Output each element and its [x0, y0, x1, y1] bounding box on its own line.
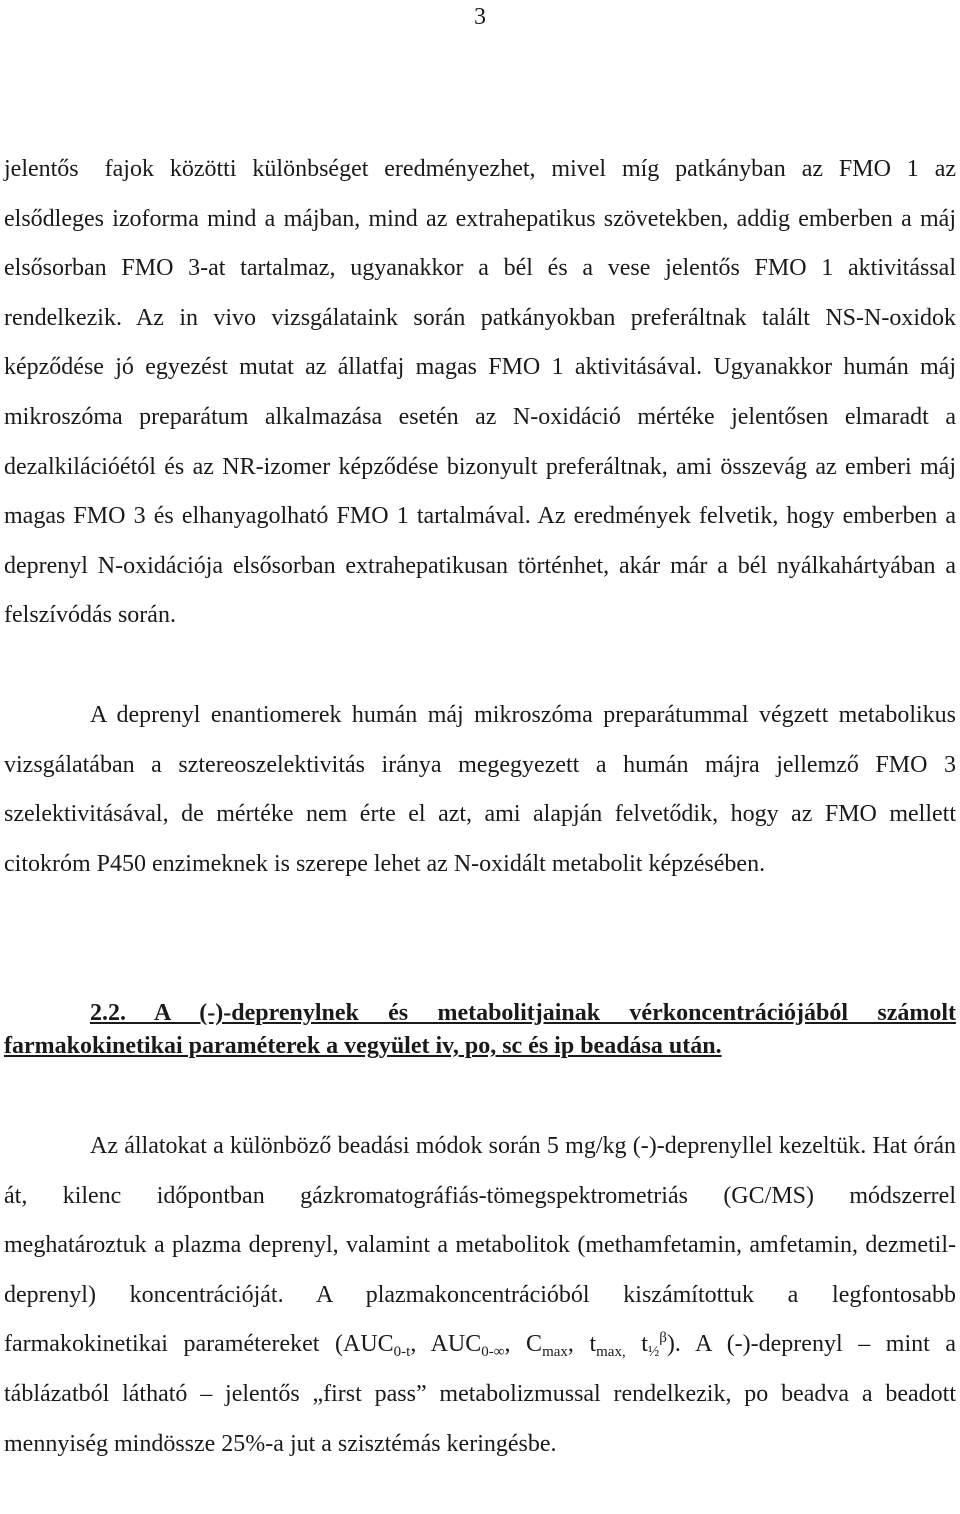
paragraph-3: Az állatokat a különböző beadási módok során 5 mg/kg (-)-deprenyllel kezeltük. Hat órán át, kilenc időpontban gázkromatográfiás-tömegspektrometriás (GC/MS) módszerrel meghatároztuk a plazma deprenyl, valamint a metabolitok (methamfetamin, amfetamin, dezmetil-deprenyl) koncentrációját. A plazmakoncentrációból kiszámítottuk a legfontosabb farmakokinetikai paramétereket ($AUC_{0-t}$, $AUC_{0-\infty}$, $C_{max}$, $t_{max,}$ $t_{\frac{1}{2}}^\beta$). A (-)-deprenyl – mint a táblázatból látható – jelentős „first pass” metabolizmussal rendelkezik, po beadva a beadott mennyiség mindössze 25%-a jut a szisztémás keringésbe. [4, 1133, 957, 1457]
paragraph-1-text: fajok közötti különbséget eredményezhet, mivel míg patkányban az FMO 1 az elsődleges izoforma mind a májban, mind az extrahepatikus szövetekben, addig emberben a máj elsősorban FMO 3-at tartalmaz, ugyanakkor a bél és a vese jelentős FMO 1 aktivitással rendelkezik. Az in vivo vizsgálataink során patkányokban preferáltnak talált NS-N-oxidok képződése jó egyezést mutat az állatfaj magas FMO 1 aktivitásával. Ugyanakkor humán máj mikroszóma preparátum alkalmazása esetén az N-oxidáció mértéke jelentősen elmaradt a dezalkilációétól és az NR-izomer képződése bizonyult preferáltnak, ami összevág az emberi máj magas FMO 3 és elhanyagolható FMO 1 tartalmával. Az eredmények felvetik, hogy emberben a deprenyl N-oxidációja elsősorban extrahepatikusan történhet, akár már a bél nyálkahártyában a felszívódás során. [4, 156, 956, 629]
paragraph-1 [4, 145, 956, 641]
beta-superscript: β [659, 1330, 667, 1347]
page-number: 3 [474, 4, 486, 30]
section-heading: 2.2. A (-)-deprenylnek és metabolitjainak vérkoncentrációjából számolt farmakokinetikai paraméterek a vegyület iv, po, sc és ip beadása után. [4, 1000, 956, 1059]
auc-0t-subscript: 0-t [393, 1344, 411, 1361]
paragraph-1-first-word: jelentős [4, 156, 79, 182]
paragraph-2: A deprenyl enantiomerek humán máj mikroszóma preparátummal végzett metabolikus vizsgálatában a sztereoszelektivitás iránya megegyezett a humán májra jellemző FMO 3 szelektivitásával, de mértéke nem érte el azt, ami alapján felvetődik, hogy az FMO mellett citokróm P450 enzimeknek is szerepe lehet az N-oxidált metabolit képzésében. [4, 702, 956, 877]
cmax-subscript: max [542, 1344, 568, 1361]
tmax-subscript: max, [596, 1344, 626, 1361]
thalf-subscript: ½ [647, 1344, 660, 1361]
auc-0inf-subscript: 0-∞ [481, 1344, 505, 1361]
